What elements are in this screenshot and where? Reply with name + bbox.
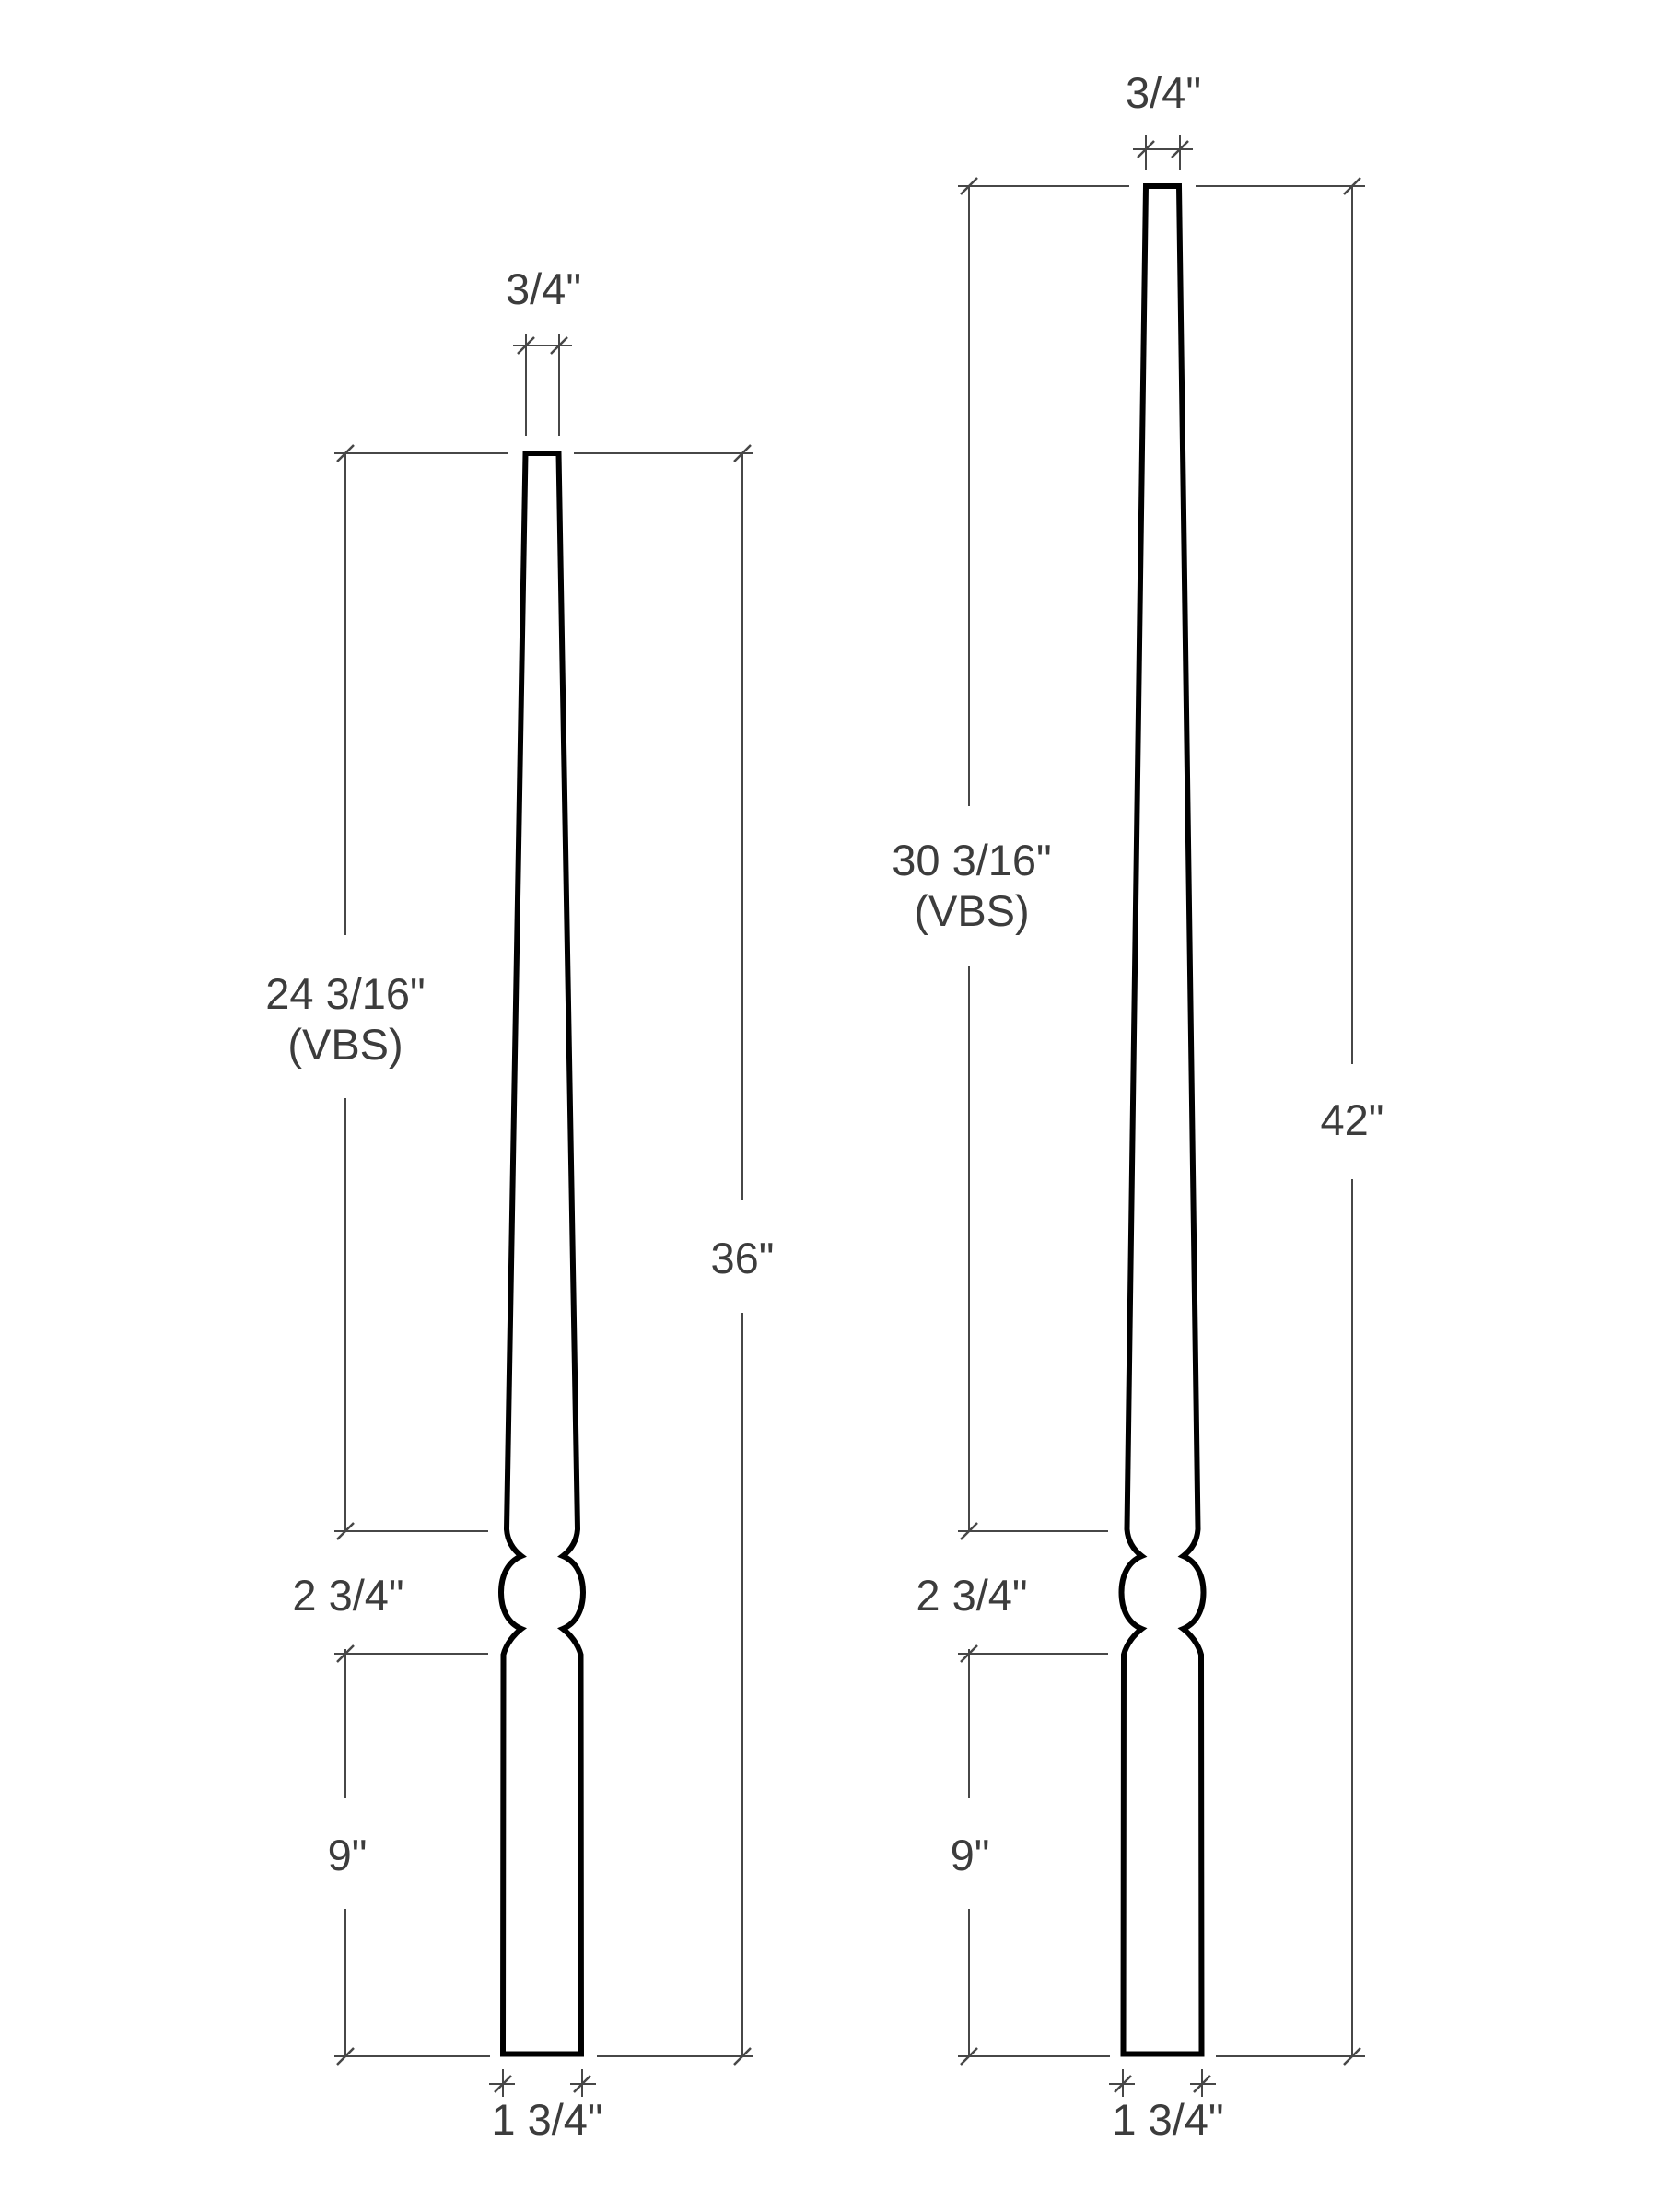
label-bottom-width-36: 1 3/4" xyxy=(491,2095,603,2144)
label-bottom-square-36: 9" xyxy=(327,1831,368,1879)
label-turning-36: 2 3/4" xyxy=(292,1571,404,1620)
label-vbs-note-36: (VBS) xyxy=(287,1020,403,1069)
label-top-width-42: 3/4" xyxy=(1125,68,1202,117)
label-vbs-36: 24 3/16" xyxy=(265,969,426,1018)
label-overall-36: 36" xyxy=(710,1234,775,1282)
baluster-42-outline xyxy=(1122,186,1204,2054)
label-overall-42: 42" xyxy=(1320,1095,1384,1144)
baluster-42 xyxy=(892,68,1384,2144)
label-vbs-note-42: (VBS) xyxy=(914,886,1030,935)
baluster-36-outline xyxy=(501,453,583,2054)
label-bottom-width-42: 1 3/4" xyxy=(1112,2095,1224,2144)
baluster-36 xyxy=(265,264,774,2144)
label-bottom-square-42: 9" xyxy=(950,1831,990,1879)
label-vbs-42: 30 3/16" xyxy=(892,836,1052,884)
label-top-width-36: 3/4" xyxy=(505,264,582,313)
label-turning-42: 2 3/4" xyxy=(916,1571,1028,1620)
